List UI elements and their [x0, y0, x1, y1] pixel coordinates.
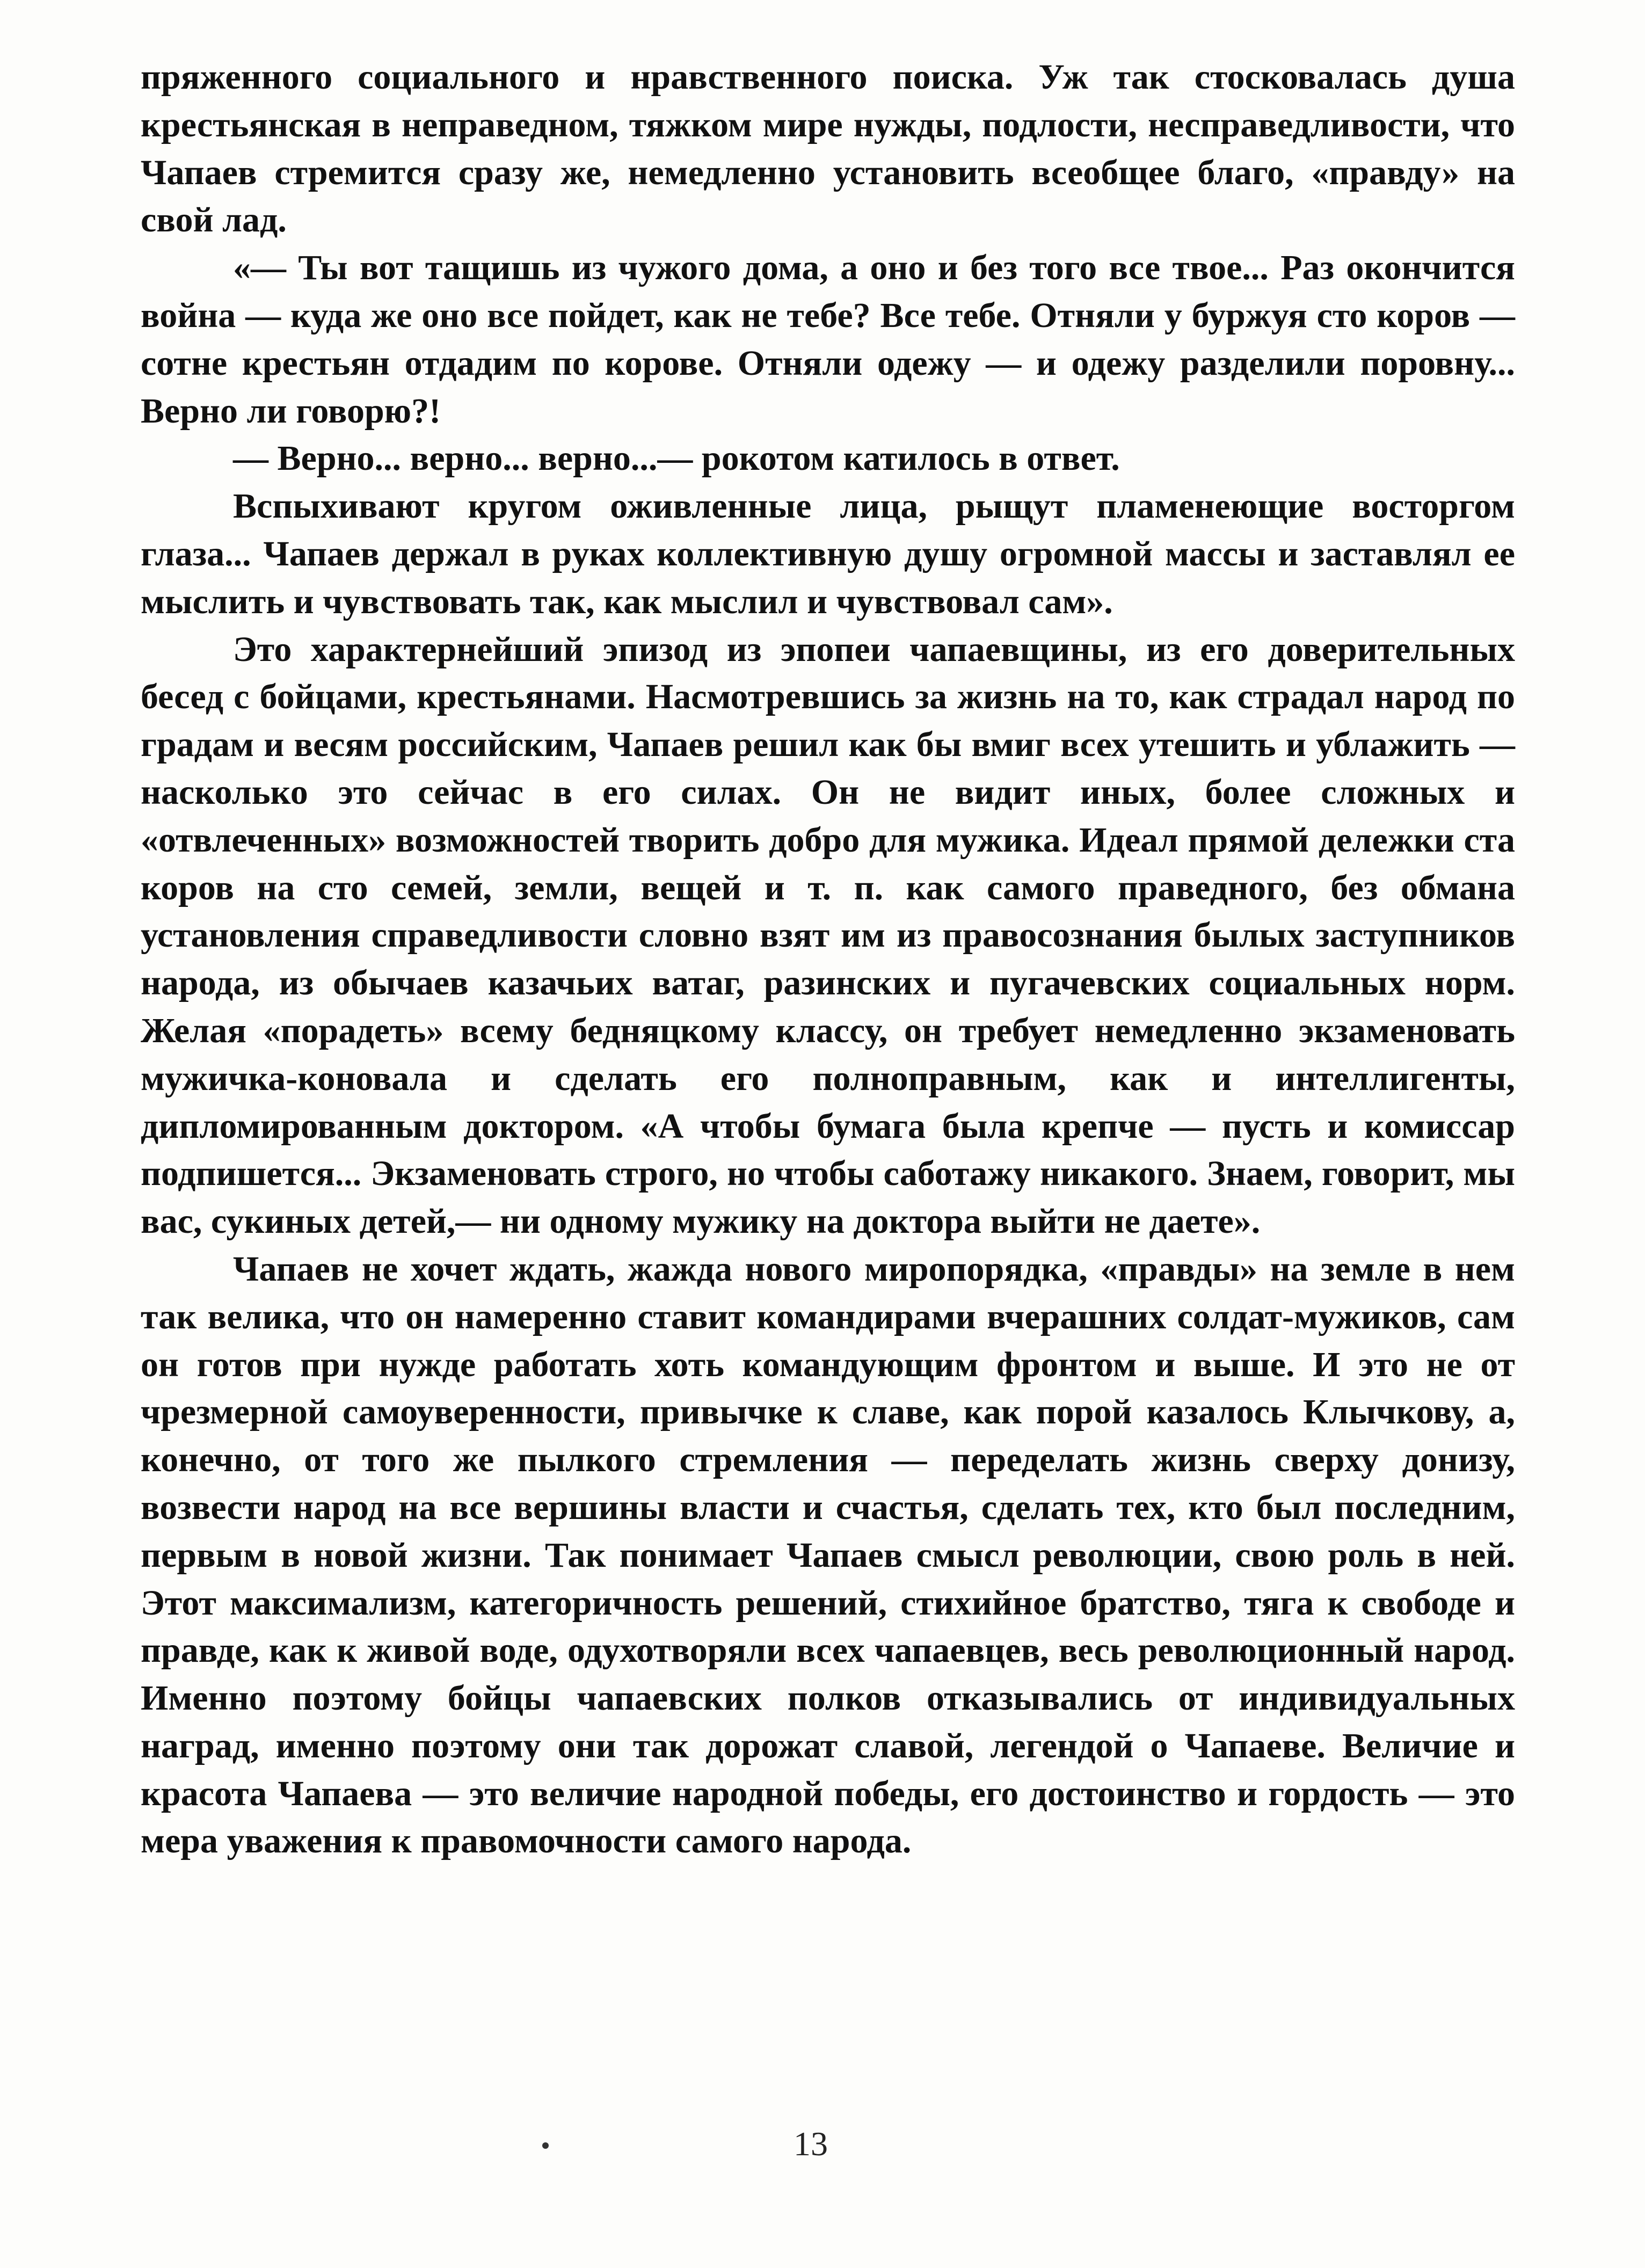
- paragraph-6: Чапаев не хочет ждать, жажда нового миропорядка, «правды» на земле в нем так велика, что он намеренно ставит командирами вчерашних солдат-мужиков, сам он готов при нужде работать хоть командующим фронтом и выше. И это не от чрезмерной самоуверенности, привычке к славе, как порой казалось Клычкову, а, конечно, от того же пылкого стремления — переделать жизнь сверху донизу, возвести народ на все вершины власти и счастья, сделать тех, кто был последним, первым в новой жизни. Так понимает Чапаев смысл революции, свою роль в ней. Этот максимализм, категоричность решений, стихийное братство, тяга к свободе и правде, как к живой воде, одухотворяли всех чапаевцев, весь революционный народ. Именно поэтому бойцы чапаевских полков отказывались от индивидуальных наград, именно поэтому они так дорожат славой, легендой о Чапаеве. Величие и красота Чапаева — это величие народной победы, его достоинство и гордость — это мера уважения к правомочности самого народа.: [141, 1249, 1515, 1861]
- body-text: [141, 54, 1515, 1865]
- paragraph-2: «— Ты вот тащишь из чужого дома, а оно и без того все твое... Раз окончится война — куда же оно все пойдет, как не тебе? Все тебе. Отняли у буржуя сто коров — сотне крестьян отдадим по корове. Отняли одежу — и одежу разделили поровну... Верно ли говорю?!: [141, 248, 1515, 431]
- page-number: 13: [794, 2125, 828, 2163]
- paragraph-5: Это характернейший эпизод из эпопеи чапаевщины, из его доверительных бесед с бойцами, крестьянами. Насмотревшись за жизнь на то, как страдал народ по градам и весям российским, Чапаев решил как бы вмиг всех утешить и ублажить — насколько это сейчас в его силах. Он не видит иных, более сложных и «отвлеченных» возможностей творить добро для мужика. Идеал прямой дележки ста коров на сто семей, земли, вещей и т. п. как самого праведного, без обмана установления справедливости словно взят им из правосознания былых заступников народа, из обычаев казачьих ватаг, разинских и пугачевских социальных норм. Желая «порадеть» всему бедняцкому классу, он требует немедленно экзаменовать мужичка-коновала и сделать его полноправным, как и интеллигенты, дипломированным доктором. «А чтобы бумага была крепче — пусть и комиссар подпишется... Экзаменовать строго, но чтобы саботажу никакого. Знаем, говорит, мы вас, сукиных детей,— ни одному мужику на доктора выйти не даете».: [141, 629, 1515, 1241]
- paragraph-4: Вспыхивают кругом оживленные лица, рыщут пламенеющие восторгом глаза... Чапаев держал в руках коллективную душу огромной массы и заставлял ее мыслить и чувствовать так, как мыслил и чувствовал сам».: [141, 486, 1515, 621]
- paragraph-3: — Верно... верно... верно...— рокотом катилось в ответ.: [233, 439, 1120, 478]
- paragraph-1: пряженного социального и нравственного поиска. Уж так стосковалась душа крестьянская в неправедном, тяжком мире нужды, подлости, несправедливости, что Чапаев стремится сразу же, немедленно установить всеобщее благо, «правду» на свой лад.: [141, 57, 1515, 240]
- ink-speck: [542, 2142, 549, 2149]
